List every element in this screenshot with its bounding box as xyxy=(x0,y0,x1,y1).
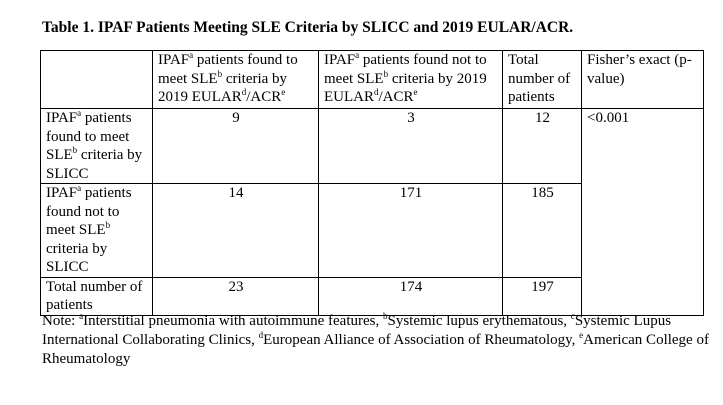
text-segment: European Alliance of Association of Rheumatology, xyxy=(263,332,580,348)
text-segment: Fisher’s exact (p-value) xyxy=(587,52,692,87)
row-label xyxy=(41,109,153,184)
text-segment: /ACR xyxy=(246,89,282,105)
text-segment: patients found to meet SLE xyxy=(46,110,132,163)
cell-value: 12 xyxy=(503,109,582,184)
cell-value: 9 xyxy=(153,109,319,184)
footnote-marker: b xyxy=(217,68,223,79)
text-segment: IPAF xyxy=(158,52,190,68)
footnote-marker: b xyxy=(383,311,388,321)
text-segment: criteria by 2019 EULAR xyxy=(158,70,288,105)
text-segment: patients found not to meet SLE xyxy=(46,185,132,238)
text-segment: patients found not to meet SLE xyxy=(324,52,487,87)
footnote-marker: e xyxy=(579,330,584,340)
row-label xyxy=(41,184,153,278)
text-segment: Note: xyxy=(42,313,80,329)
text-segment: patients found to meet SLE xyxy=(158,52,298,87)
table-row xyxy=(41,109,704,184)
cell-value: 174 xyxy=(319,277,503,315)
footnote-marker: d xyxy=(374,87,379,97)
text-segment: criteria by 2019 EULAR xyxy=(324,70,487,105)
header-fisher xyxy=(582,51,704,109)
footnote-marker: a xyxy=(79,311,84,321)
text-segment: IPAF xyxy=(46,185,78,201)
text-segment: American College of Rheumatology xyxy=(42,332,709,367)
header-total xyxy=(503,51,582,109)
text-segment: IPAF xyxy=(324,52,356,68)
footnote-marker: e xyxy=(281,87,286,97)
cell-value: 3 xyxy=(319,109,503,184)
footnote-marker: d xyxy=(241,87,247,97)
text-segment: /ACR xyxy=(378,89,414,105)
footnote-marker: a xyxy=(77,183,82,193)
cell-value: 185 xyxy=(503,184,582,278)
footnote-marker: a xyxy=(77,108,82,118)
footnote-marker: c xyxy=(570,311,575,321)
text-segment: Systemic lupus erythematous, xyxy=(387,313,571,329)
text-segment: Total number of patients xyxy=(46,278,143,313)
footnote-marker: a xyxy=(189,50,194,60)
table-title: Table 1. IPAF Patients Meeting SLE Criteria by SLICC and 2019 EULAR/ACR. xyxy=(42,19,574,36)
cell-value: 171 xyxy=(319,184,503,278)
footnote-marker: b xyxy=(72,145,78,155)
text-segment: Interstitial pneumonia with autoimmune features, xyxy=(83,313,383,329)
text-segment: criteria by SLICC xyxy=(46,147,143,182)
text-segment: Systemic Lupus International Collaborating Clinics, xyxy=(42,313,672,348)
row-label xyxy=(41,277,153,315)
footnote-marker: b xyxy=(105,220,111,230)
cell-value: 197 xyxy=(503,277,582,315)
text-segment: IPAF xyxy=(46,110,78,126)
footnote-marker: d xyxy=(258,330,264,340)
footnote-marker: a xyxy=(355,50,360,60)
header-empty xyxy=(41,51,153,109)
header-row xyxy=(41,51,704,109)
table-note xyxy=(42,312,712,369)
results-table xyxy=(40,50,704,316)
footnote-marker: e xyxy=(413,87,418,97)
header-meet-eular xyxy=(153,51,319,109)
footnote-marker: b xyxy=(383,68,389,79)
cell-value: 23 xyxy=(153,277,319,315)
header-not-meet-eular xyxy=(319,51,503,109)
text-segment: criteria by SLICC xyxy=(46,240,108,275)
cell-value: 14 xyxy=(153,184,319,278)
text-segment: Total number of patients xyxy=(508,52,571,105)
p-value-cell: <0.001 xyxy=(582,109,704,316)
